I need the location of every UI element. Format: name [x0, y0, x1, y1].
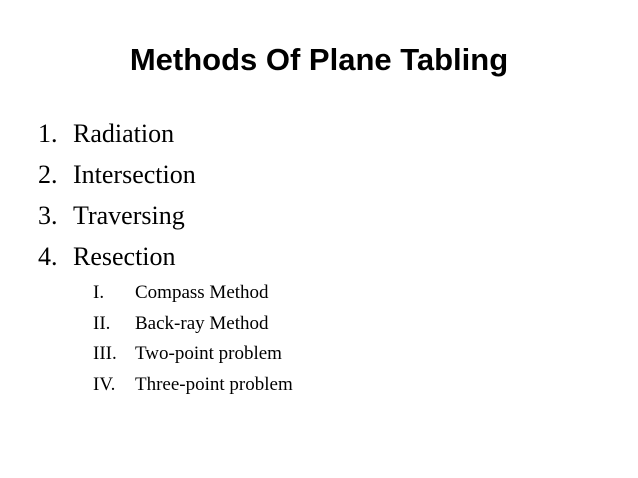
resection-sublist: [93, 279, 293, 401]
list-item-label: Resection: [73, 242, 176, 271]
sublist-item: [93, 310, 293, 341]
sublist-item: [93, 340, 293, 371]
sublist-item-label: Compass Method: [135, 282, 269, 303]
list-item-label: Traversing: [73, 201, 185, 230]
sublist-item: [93, 279, 293, 310]
list-item-number: 2.: [38, 160, 58, 189]
list-item: [38, 239, 196, 280]
list-item: [38, 157, 196, 198]
sublist-item-number: IV.: [93, 373, 116, 395]
sublist-item-number: III.: [93, 343, 117, 364]
methods-list: [38, 116, 196, 280]
list-item-label: Intersection: [73, 160, 196, 189]
list-item-number: 1.: [38, 119, 58, 148]
list-item: [38, 198, 196, 239]
sublist-item-number: II.: [93, 312, 111, 334]
sublist-item-label: Two-point problem: [135, 343, 282, 364]
list-item-number: 3.: [38, 201, 58, 230]
sublist-item-number: I.: [93, 282, 105, 303]
list-item-label: Radiation: [73, 119, 175, 148]
list-item: [38, 116, 196, 157]
slide-title: Methods Of Plane Tabling: [129, 42, 509, 77]
sublist-item: [93, 371, 293, 402]
sublist-item-label: Back-ray Method: [135, 312, 269, 334]
sublist-item-label: Three-point problem: [135, 373, 293, 395]
list-item-number: 4.: [38, 242, 58, 271]
